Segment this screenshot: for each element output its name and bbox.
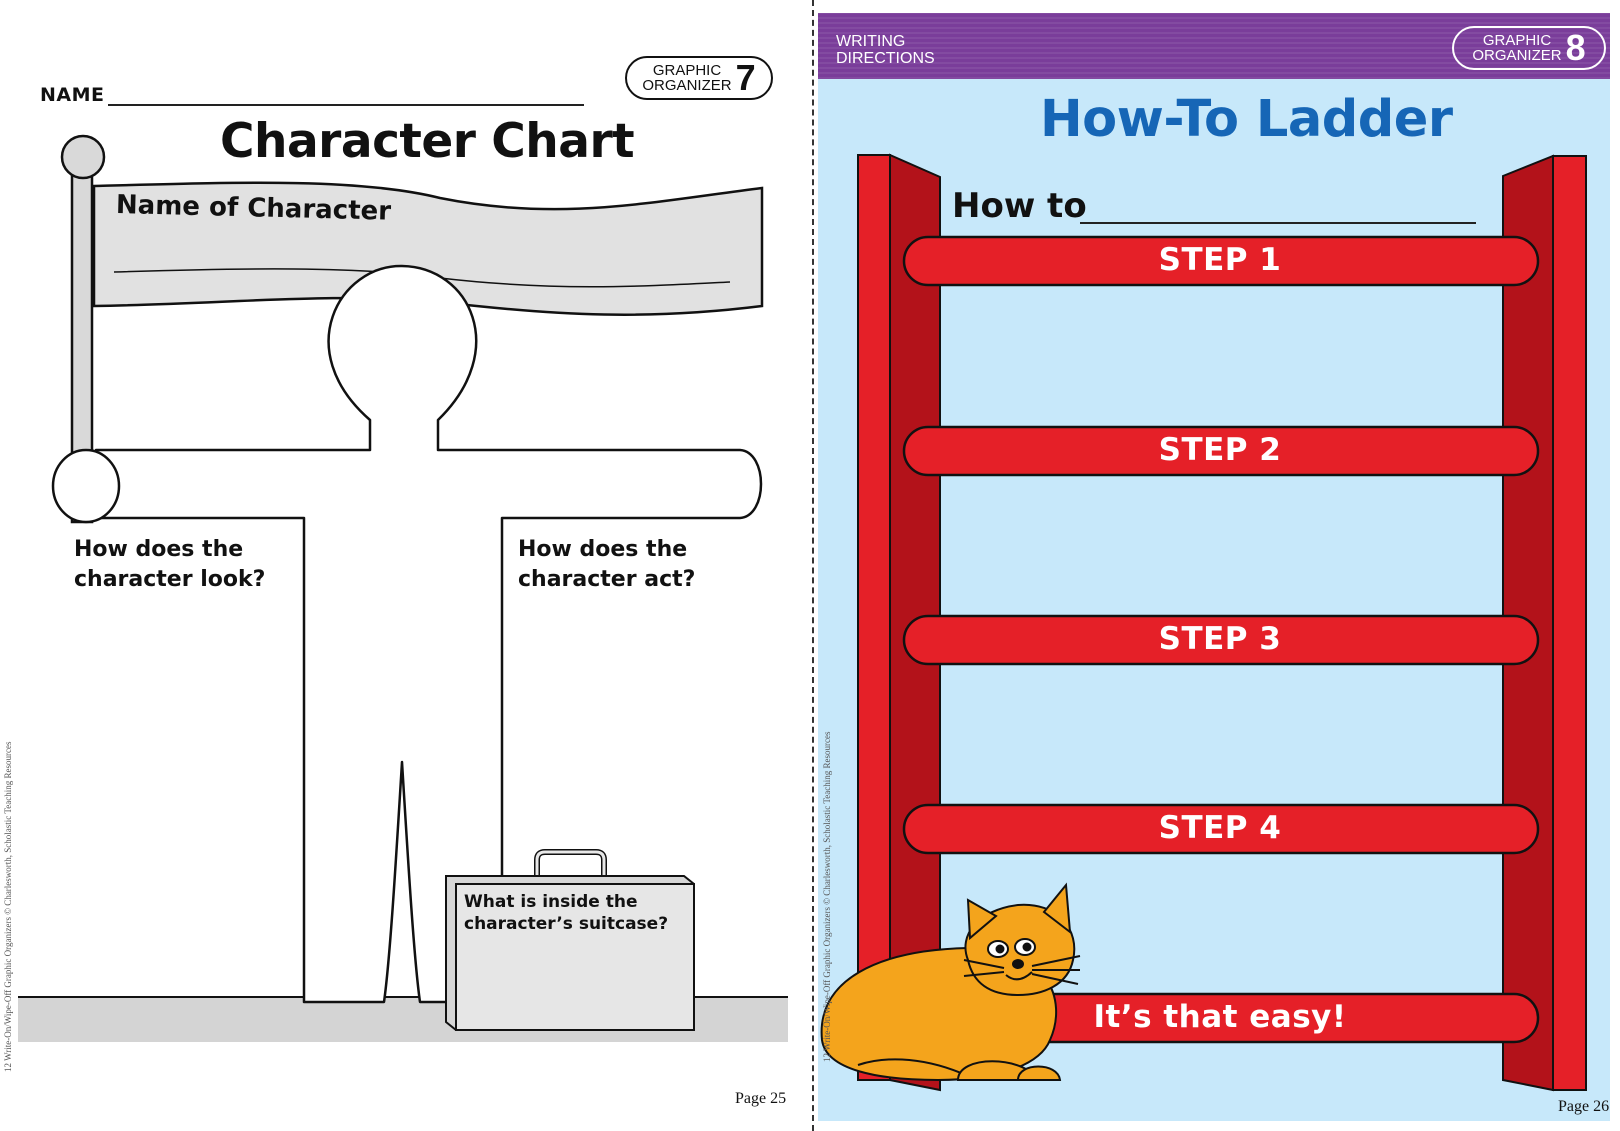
badge-number: 7 [735, 57, 756, 98]
page-divider [812, 0, 814, 1131]
credit-right: 12 Write-On/Wipe-Off Graphic Organizers © Charlesworth, Scholastic Teaching Resources [822, 731, 832, 1062]
ladder-illustration [818, 80, 1610, 1121]
character-hand [53, 450, 119, 522]
writing-directions-label: WRITING DIRECTIONS [836, 33, 935, 67]
graphic-organizer-badge-8 [1452, 26, 1606, 70]
question-act: How does the character act? [518, 537, 696, 592]
question-look: How does the character look? [74, 537, 266, 592]
page-number-left: Page 25 [735, 1090, 787, 1107]
step-3-label: STEP 3 [1158, 621, 1282, 657]
step-4-label: STEP 4 [1158, 810, 1282, 846]
how-to-label: How to [952, 186, 1087, 226]
flag-pole-knob [62, 136, 104, 178]
page-number-right: Page 26 [1558, 1098, 1610, 1115]
step-2-label: STEP 2 [1158, 432, 1282, 468]
suitcase-label: What is inside the character’s suitcase? [464, 892, 669, 934]
graphic-organizer-badge-7 [625, 56, 773, 100]
name-label: NAME [40, 84, 105, 106]
credit-left: 12 Write-On/Wipe-Off Graphic Organizers © Charlesworth, Scholastic Teaching Resources [3, 741, 13, 1072]
page-title-right: How-To Ladder [1040, 90, 1453, 149]
suitcase-icon [446, 852, 694, 1030]
final-rung-label: It’s that easy! [1093, 999, 1347, 1035]
how-to-write-line[interactable] [1080, 222, 1476, 224]
badge-number: 8 [1565, 27, 1586, 68]
banner-label: Name of Character [115, 190, 392, 227]
page-title: Character Chart [220, 114, 635, 169]
badge-text: GRAPHIC ORGANIZER [1472, 32, 1562, 64]
step-1-label: STEP 1 [1158, 242, 1282, 278]
name-write-line[interactable] [108, 104, 584, 106]
badge-text: GRAPHIC ORGANIZER [642, 62, 732, 94]
